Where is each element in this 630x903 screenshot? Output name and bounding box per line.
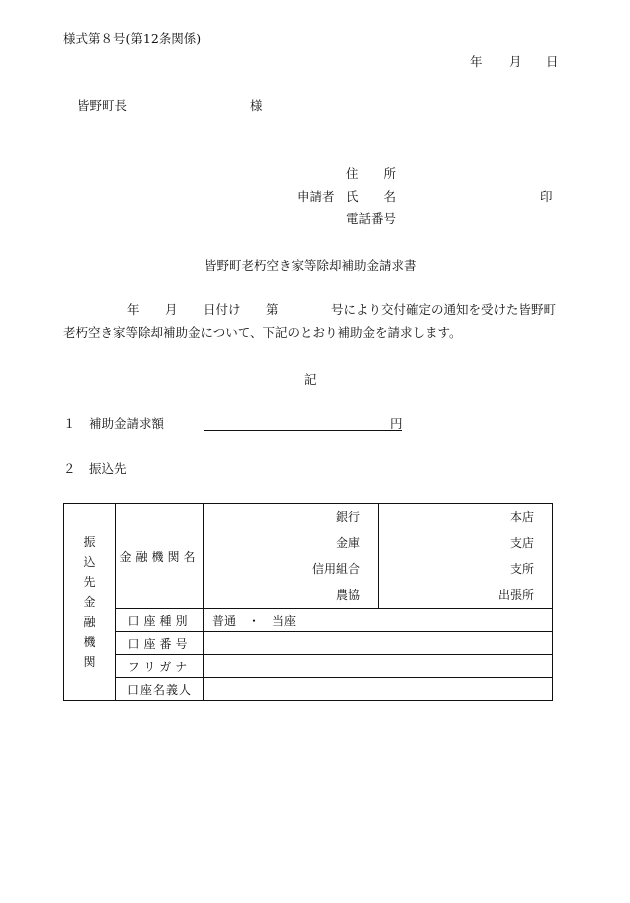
institution-type-credit-union: 信用組合 bbox=[311, 562, 360, 576]
item-1-number: １ bbox=[63, 416, 76, 431]
addressee-name: 皆野町長 bbox=[77, 98, 128, 113]
branch-type-branch: 支店 bbox=[509, 536, 534, 550]
side-label-char: 機 bbox=[83, 635, 96, 649]
amount-underline[interactable] bbox=[204, 430, 402, 431]
body-line2: 老朽空き家等除却補助金について、下記のとおり補助金を請求します。 bbox=[63, 325, 462, 340]
side-label-char: 融 bbox=[83, 615, 96, 629]
applicant-name-label: 氏 名 bbox=[346, 189, 397, 204]
ki-mark: 記 bbox=[304, 372, 317, 387]
institution-type-cell[interactable] bbox=[204, 504, 379, 609]
account-holder-field[interactable] bbox=[204, 678, 553, 701]
seal-mark: 印 bbox=[540, 189, 553, 204]
bank-transfer-table bbox=[63, 503, 553, 701]
furigana-field[interactable] bbox=[204, 655, 553, 678]
applicant-role: 申請者 bbox=[297, 189, 335, 204]
institution-label: 金融機関名 bbox=[116, 504, 204, 609]
branch-type-sub: 支所 bbox=[509, 562, 534, 576]
furigana-label: フリガナ bbox=[116, 655, 204, 678]
date-day: 日 bbox=[546, 54, 559, 69]
side-label-char: 関 bbox=[83, 655, 96, 669]
item-1-unit: 円 bbox=[390, 416, 403, 431]
item-1-label: 補助金請求額 bbox=[89, 416, 165, 431]
body-dated: 日付け bbox=[203, 302, 241, 317]
account-number-label: 口座番号 bbox=[116, 632, 204, 655]
form-number: 様式第８号(第12条関係) bbox=[63, 31, 202, 46]
date-month: 月 bbox=[509, 54, 522, 69]
addressee-honorific: 様 bbox=[250, 98, 263, 113]
body-month: 月 bbox=[165, 302, 178, 317]
document-title: 皆野町老朽空き家等除却補助金請求書 bbox=[204, 258, 417, 273]
applicant-phone-label: 電話番号 bbox=[346, 211, 397, 226]
account-number-field[interactable] bbox=[204, 632, 553, 655]
body-number-prefix: 第 bbox=[266, 302, 279, 317]
institution-type-bank: 銀行 bbox=[335, 510, 360, 524]
institution-type-shinkin: 金庫 bbox=[335, 536, 360, 550]
side-label-char: 先 bbox=[83, 575, 96, 589]
side-label-char: 振 bbox=[83, 535, 96, 549]
applicant-address-label: 住 所 bbox=[346, 166, 397, 181]
branch-type-head: 本店 bbox=[509, 510, 534, 524]
branch-type-office: 出張所 bbox=[497, 588, 534, 602]
branch-type-cell[interactable] bbox=[379, 504, 553, 609]
item-2-number: ２ bbox=[63, 461, 76, 476]
body-line1-rest: 号により交付確定の通知を受けた皆野町 bbox=[331, 302, 557, 317]
institution-type-nokyo: 農協 bbox=[335, 588, 360, 602]
body-year: 年 bbox=[127, 302, 140, 317]
side-label-char: 込 bbox=[83, 555, 96, 569]
account-holder-label: 口座名義人 bbox=[116, 678, 204, 701]
side-label-char: 金 bbox=[83, 595, 96, 609]
date-year: 年 bbox=[470, 54, 483, 69]
side-label bbox=[64, 504, 116, 701]
item-2-label: 振込先 bbox=[89, 461, 127, 476]
account-type-value[interactable]: 普通 ・ 当座 bbox=[204, 609, 553, 632]
account-type-label: 口座種別 bbox=[116, 609, 204, 632]
